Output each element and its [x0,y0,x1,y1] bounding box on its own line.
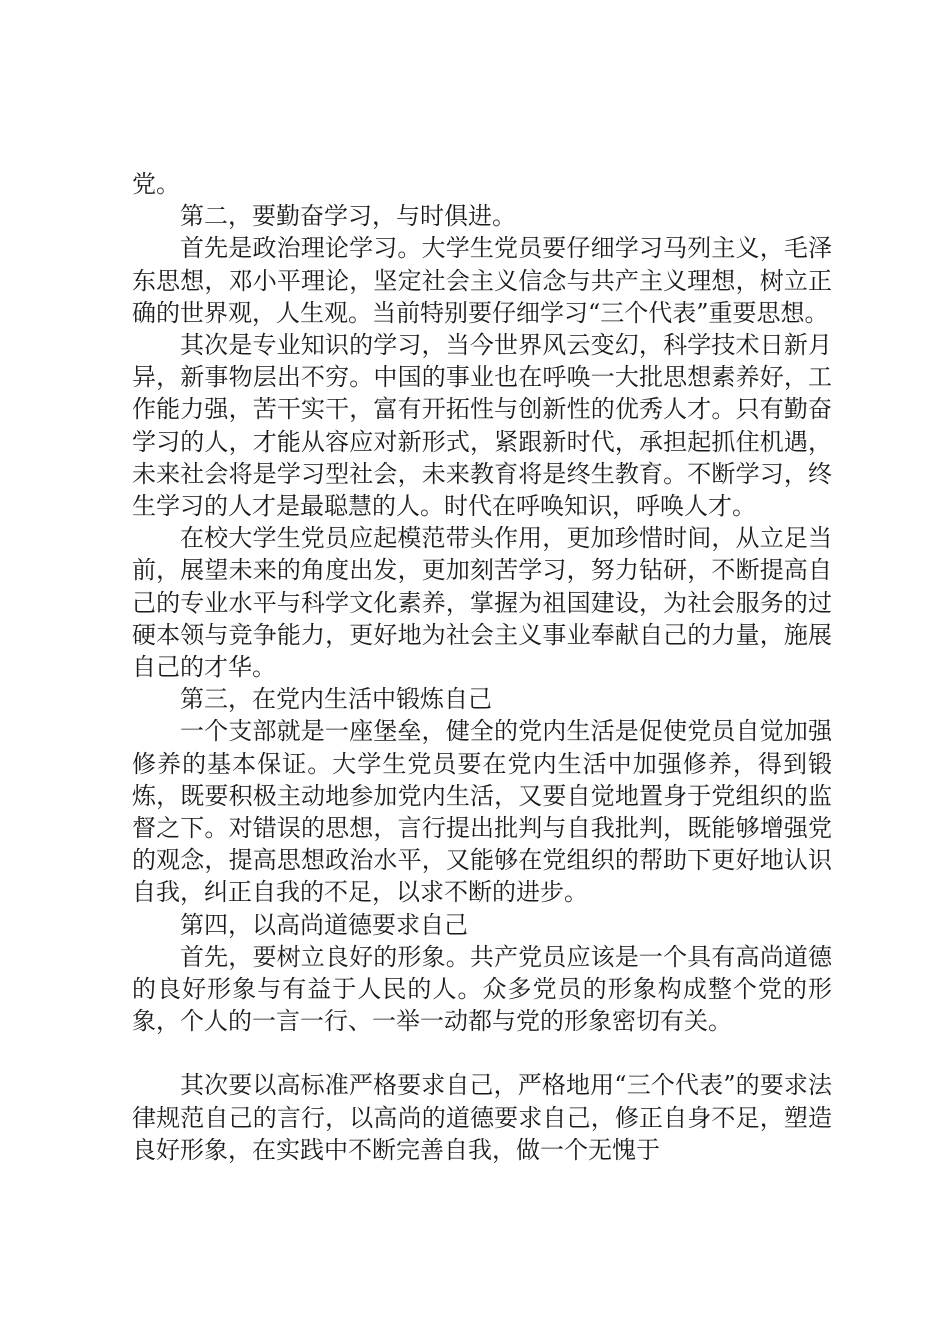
paragraph: 首先是政治理论学习。大学生党员要仔细学习马列主义，毛泽东思想，邓小平理论，坚定社会主义信念与共产主义理想，树立正确的世界观，人生观。当前特别要仔细学习“三个代表”重要思想。 [132,234,832,327]
paragraph: 首先，要树立良好的形象。共产党员应该是一个具有高尚道德的良好形象与有益于人民的人。众多党员的形象构成整个党的形象，个人的一言一行、一举一动都与党的形象密切有关。 [132,942,832,1036]
paragraph: 在校大学生党员应起模范带头作用，更加珍惜时间，从立足当前，展望未来的角度出发，更加刻苦学习，努力钻研，不断提高自己的专业水平与科学文化素养，掌握为祖国建设，为社会服务的过硬本领与竞争能力，更好地为社会主义事业奉献自己的力量，施展自己的才华。 [132,524,832,682]
paragraph: 其次是专业知识的学习，当今世界风云变幻，科学技术日新月异，新事物层出不穷。中国的事业也在呼唤一大批思想素养好，工作能力强，苦干实干，富有开拓性与创新性的优秀人才。只有勤奋学习的人，才能从容应对新形式，紧跟新时代，承担起抓住机遇，未来社会将是学习型社会，未来教育将是终生教育。不断学习，终生学习的人才是最聪慧的人。时代在呼唤知识，呼唤人才。 [132,331,832,521]
section-heading-2: 第二，要勤奋学习，与时俱进。 [180,202,516,231]
paragraph: 党。 [132,170,180,198]
section-heading-4: 第四，以高尚道德要求自己 [180,910,468,939]
document-body [132,168,832,1166]
section-heading-3: 第三，在党内生活中锻炼自己 [180,685,492,714]
paragraph: 其次要以高标准严格要求自己，严格地用“三个代表”的要求法律规范自己的言行，以高尚的道德要求自己，修正自身不足，塑造良好形象，在实践中不断完善自我，做一个无愧于 [132,1071,832,1164]
paragraph-gap [132,1037,832,1069]
paragraph: 一个支部就是一座堡垒，健全的党内生活是促使党员自觉加强修养的基本保证。大学生党员要在党内生活中加强修养，得到锻炼，既要积极主动地参加党内生活，又要自觉地置身于党组织的监督之下。对错误的思想，言行提出批判与自我批判，既能够增强党的观念，提高思想政治水平，又能够在党组织的帮助下更好地认识自我，纠正自我的不足，以求不断的进步。 [132,717,832,907]
